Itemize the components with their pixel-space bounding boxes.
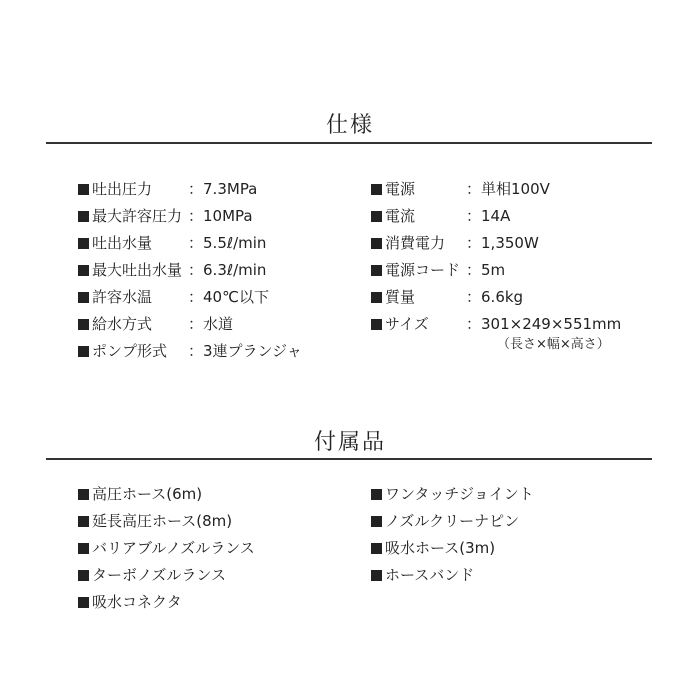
spec-label: サイズ xyxy=(385,315,429,333)
spec-value: 6.3ℓ/min xyxy=(203,261,267,279)
spec-label: 吐出圧力 xyxy=(92,180,153,198)
accessory-item xyxy=(371,512,519,530)
spec-value: 単相100V xyxy=(481,180,550,198)
spec-row xyxy=(78,288,152,306)
spec-row xyxy=(78,207,182,225)
accessories-divider xyxy=(46,458,652,460)
accessory-item xyxy=(78,512,232,530)
accessory-label: バリアブルノズルランス xyxy=(92,539,255,557)
square-bullet-icon xyxy=(371,265,382,276)
spec-value: 14A xyxy=(481,207,511,225)
spec-value-cell xyxy=(188,342,302,360)
spec-value: 40℃以下 xyxy=(203,288,269,306)
spec-separator: ： xyxy=(466,288,482,306)
spec-row xyxy=(78,180,152,198)
square-bullet-icon xyxy=(78,211,89,222)
spec-separator: ： xyxy=(466,315,482,333)
accessory-item xyxy=(78,539,255,557)
accessory-label: 高圧ホース(6m) xyxy=(92,485,203,503)
spec-value-cell xyxy=(188,207,253,225)
spec-value-cell xyxy=(188,315,233,333)
spec-value: 3連プランジャ xyxy=(203,342,302,360)
accessory-item xyxy=(78,485,202,503)
spec-label: 許容水温 xyxy=(92,288,153,306)
spec-value: 1,350W xyxy=(481,234,539,252)
spec-separator: ： xyxy=(188,180,204,198)
square-bullet-icon xyxy=(371,570,382,581)
square-bullet-icon xyxy=(78,184,89,195)
square-bullet-icon xyxy=(371,319,382,330)
square-bullet-icon xyxy=(371,543,382,554)
spec-value: 6.6kg xyxy=(481,288,524,306)
spec-row xyxy=(371,180,415,198)
square-bullet-icon xyxy=(78,265,89,276)
accessory-label: ノズルクリーナピン xyxy=(385,512,520,530)
spec-label: 電源コード xyxy=(385,261,461,279)
spec-divider xyxy=(46,142,652,144)
square-bullet-icon xyxy=(78,238,89,249)
spec-row xyxy=(371,288,415,306)
spec-value-cell xyxy=(466,207,510,225)
spec-value-cell xyxy=(188,180,257,198)
spec-value-cell xyxy=(188,261,266,279)
accessory-item xyxy=(78,566,226,584)
accessory-item xyxy=(78,593,182,611)
square-bullet-icon xyxy=(78,570,89,581)
spec-row xyxy=(371,261,460,279)
spec-value-cell xyxy=(466,234,539,252)
accessory-item xyxy=(371,539,495,557)
accessories-title: 付属品 xyxy=(313,430,386,455)
square-bullet-icon xyxy=(371,184,382,195)
spec-value-cell xyxy=(466,180,550,198)
accessory-item xyxy=(371,485,534,503)
spec-label: 電源 xyxy=(385,180,416,198)
spec-separator: ： xyxy=(466,207,482,225)
spec-label: 最大許容圧力 xyxy=(92,207,183,225)
spec-value: 5m xyxy=(481,261,506,279)
spec-value-cell xyxy=(466,315,621,333)
spec-value: 5.5ℓ/min xyxy=(203,234,267,252)
spec-value: 水道 xyxy=(203,315,234,333)
spec-label: 給水方式 xyxy=(92,315,153,333)
accessory-label: 吸水ホース(3m) xyxy=(385,539,496,557)
accessory-label: ターボノズルランス xyxy=(92,566,226,584)
square-bullet-icon xyxy=(371,292,382,303)
spec-value: 7.3MPa xyxy=(203,180,258,198)
spec-value: 301×249×551mm xyxy=(481,315,622,333)
accessory-label: ワンタッチジョイント xyxy=(385,485,534,503)
spec-row xyxy=(371,234,445,252)
spec-separator: ： xyxy=(188,234,204,252)
square-bullet-icon xyxy=(78,489,89,500)
spec-value-cell xyxy=(188,288,269,306)
spec-separator: ： xyxy=(188,261,204,279)
spec-value-cell xyxy=(466,261,505,279)
spec-row xyxy=(78,342,167,360)
square-bullet-icon xyxy=(78,319,89,330)
square-bullet-icon xyxy=(78,292,89,303)
spec-row xyxy=(78,234,152,252)
spec-value-cell xyxy=(466,288,523,306)
spec-separator: ： xyxy=(466,180,482,198)
square-bullet-icon xyxy=(371,238,382,249)
spec-row xyxy=(371,315,429,333)
accessory-label: 吸水コネクタ xyxy=(92,593,182,611)
accessory-label: ホースバンド xyxy=(385,566,475,584)
square-bullet-icon xyxy=(371,516,382,527)
spec-label: 消費電力 xyxy=(385,234,446,252)
spec-title: 仕様 xyxy=(325,113,374,138)
spec-separator: ： xyxy=(188,315,204,333)
spec-separator: ： xyxy=(188,288,204,306)
accessory-label: 延長高圧ホース(8m) xyxy=(92,512,233,530)
spec-label: ポンプ形式 xyxy=(92,342,168,360)
spec-label: 質量 xyxy=(385,288,416,306)
square-bullet-icon xyxy=(78,346,89,357)
square-bullet-icon xyxy=(371,211,382,222)
spec-separator: ： xyxy=(466,234,482,252)
spec-value: 10MPa xyxy=(203,207,253,225)
square-bullet-icon xyxy=(78,516,89,527)
spec-separator: ： xyxy=(466,261,482,279)
spec-label: 最大吐出水量 xyxy=(92,261,183,279)
spec-row xyxy=(78,261,182,279)
spec-separator: ： xyxy=(188,342,204,360)
square-bullet-icon xyxy=(78,597,89,608)
spec-row xyxy=(371,207,415,225)
accessory-item xyxy=(371,566,474,584)
square-bullet-icon xyxy=(78,543,89,554)
spec-label: 吐出水量 xyxy=(92,234,153,252)
square-bullet-icon xyxy=(371,489,382,500)
spec-row xyxy=(78,315,152,333)
spec-separator: ： xyxy=(188,207,204,225)
spec-value-cell xyxy=(188,234,266,252)
size-note: （長さ×幅×高さ） xyxy=(497,337,610,352)
spec-label: 電流 xyxy=(385,207,416,225)
